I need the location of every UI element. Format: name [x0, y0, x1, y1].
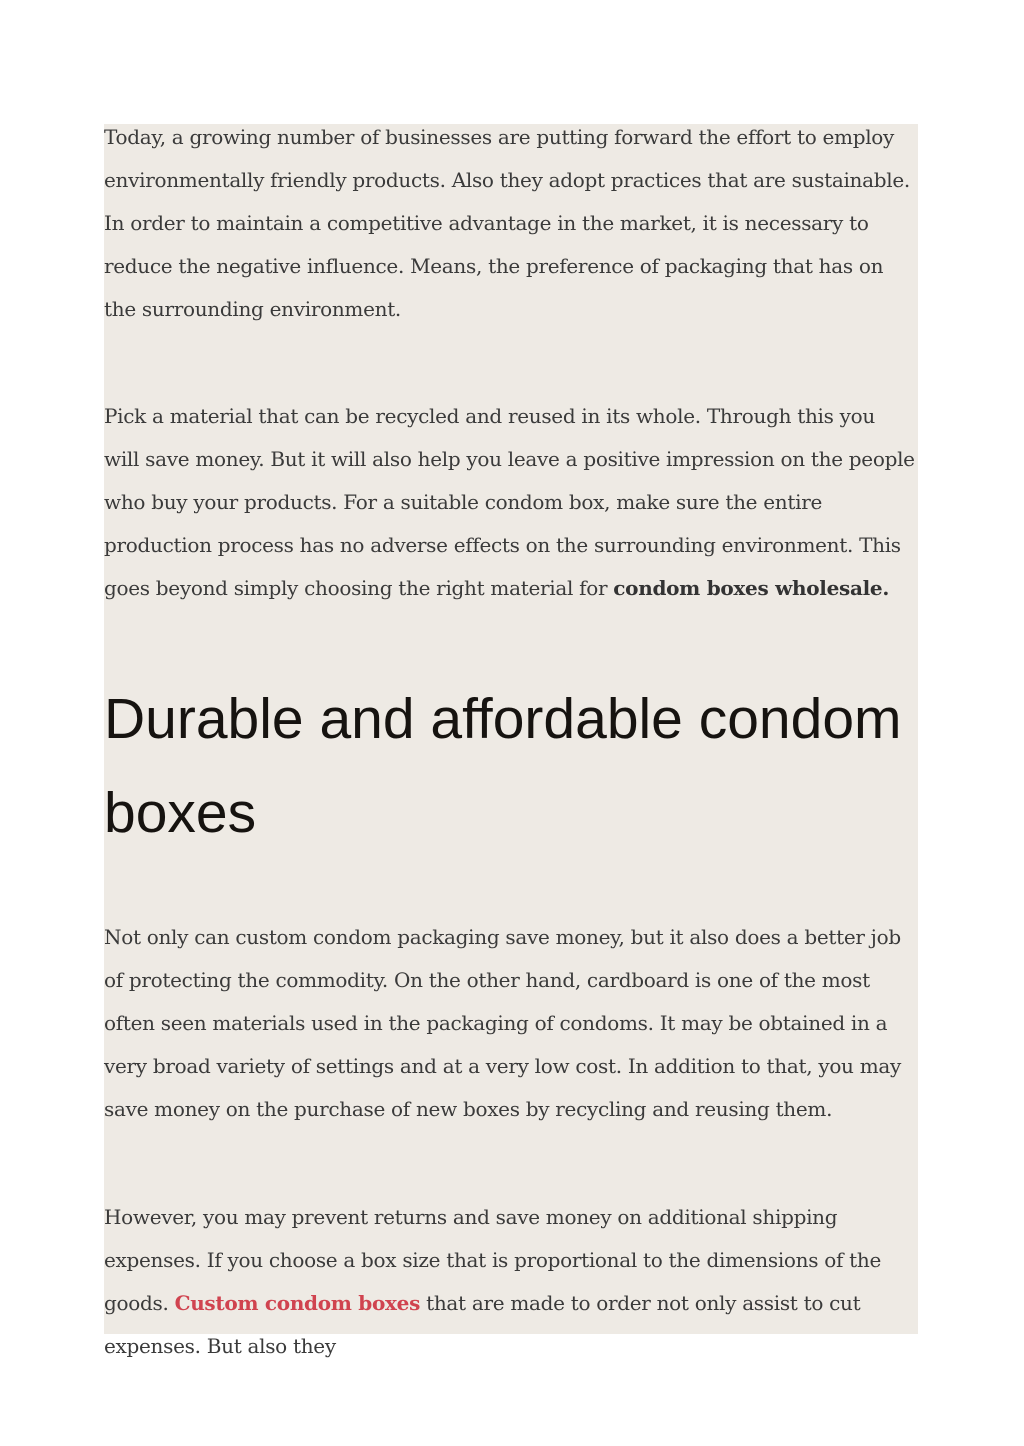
section-heading: Durable and affordable condom boxes	[104, 687, 902, 845]
paragraph-intro: Today, a growing number of businesses are putting forward the effort to employ environmentally friendly products. Also they adopt practices that are sustainable. In order to maintain a competitive advantage in the market, it is necessary to reduce the negative influence. Means, the preference of packaging that has on the surrounding environment.	[104, 125, 910, 321]
paragraph-shipping-text: However, you may prevent returns and save money on additional shipping expenses. If you choose a box size that is proportional to the dimensions of the goods.	[104, 1205, 882, 1315]
bold-keyword: condom boxes wholesale.	[613, 576, 890, 600]
paragraph-shipping-text-after: that are made to order not only assist to cut expenses. But also they	[104, 1291, 861, 1358]
article-content	[104, 124, 918, 1358]
paragraph-shipping	[104, 1196, 916, 1368]
paragraph-material-text: Pick a material that can be recycled and reused in its whole. Through this you will save money. But it will also help you leave a positive impression on the people who buy your products. For a suitable condom box, make sure the entire production process has no adverse effects on the surrounding environment. This goes beyond simply choosing the right material for	[104, 404, 915, 600]
paragraph-packaging: Not only can custom condom packaging save money, but it also does a better job of protecting the commodity. On the other hand, cardboard is one of the most often seen materials used in the packaging of condoms. It may be obtained in a very broad variety of settings and at a very low cost. In addition to that, you may save money on the purchase of new boxes by recycling and reusing them.	[104, 925, 901, 1121]
paragraph-material	[104, 395, 916, 610]
custom-condom-boxes-link[interactable]: Custom condom boxes	[174, 1291, 421, 1315]
